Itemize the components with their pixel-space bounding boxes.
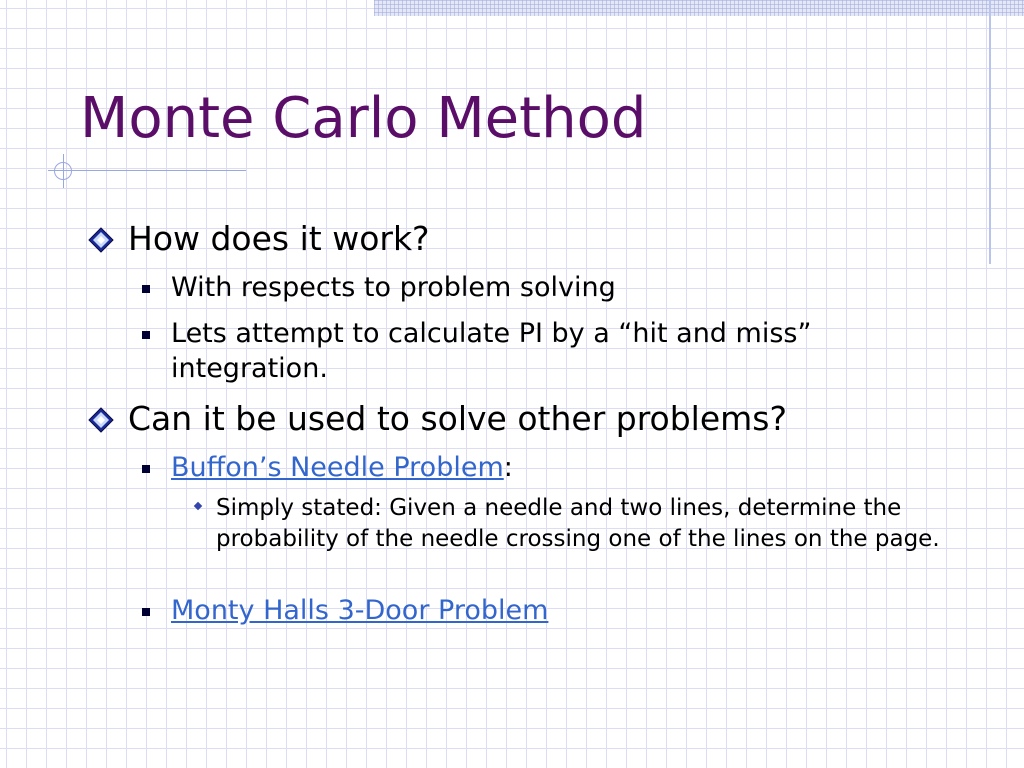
bullet-how-does-it-work — [88, 220, 430, 258]
sub-bullet-text: Lets attempt to calculate PI by a “hit and miss” integration. — [171, 318, 812, 384]
sub-sub-bullet-simply-stated — [192, 493, 944, 555]
square-bullet-icon — [140, 270, 171, 305]
sub-sub-bullet-text: Simply stated: Given a needle and two lines, determine the probability of the needle crossing one of the lines on the page. — [216, 495, 940, 552]
bullet-text: Can it be used to solve other problems? — [128, 399, 788, 438]
square-bullet-icon — [140, 593, 171, 628]
sub-bullet-text — [171, 450, 513, 485]
sub-bullet-calculate-pi — [140, 316, 900, 386]
sub-bullet-problem-solving — [140, 270, 900, 305]
small-diamond-bullet-icon — [192, 493, 216, 524]
buffons-needle-link[interactable]: Buffon’s Needle Problem — [171, 452, 504, 483]
sub-bullet-text — [171, 593, 548, 628]
sub-bullet-buffons-needle — [140, 450, 513, 485]
square-bullet-icon — [140, 316, 171, 351]
bullet-text: How does it work? — [128, 219, 430, 258]
bullet-other-problems — [88, 400, 787, 438]
diamond-bullet-icon — [88, 400, 128, 438]
sub-bullet-text: With respects to problem solving — [171, 272, 616, 303]
square-bullet-icon — [140, 450, 171, 485]
sub-bullet-monty-hall — [140, 593, 548, 628]
diamond-bullet-icon — [88, 220, 128, 258]
slide-title: Monte Carlo Method — [80, 86, 647, 151]
monty-hall-link[interactable]: Monty Halls 3-Door Problem — [171, 595, 549, 626]
link-suffix: : — [503, 452, 513, 483]
